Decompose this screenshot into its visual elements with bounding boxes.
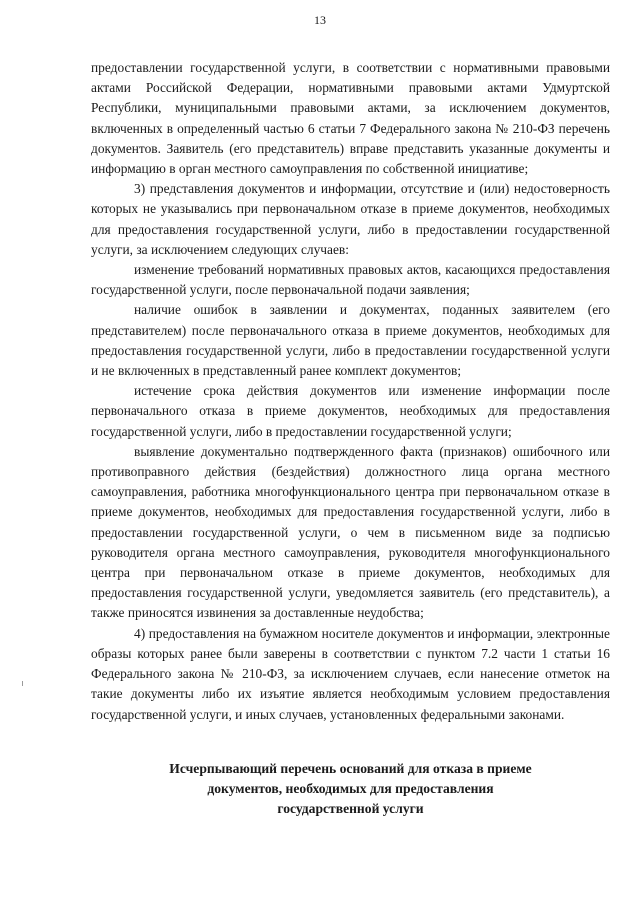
section-heading <box>91 759 610 819</box>
margin-mark <box>22 681 23 686</box>
paragraph-expiry-of-documents: истечение срока действия документов или изменение информации после первоначального отказа в приеме документов, необходимых для предоставления государственной услуги, либо в предоставлении государственной услуги; <box>91 383 610 439</box>
paragraph-item-4: 4) предоставления на бумажном носителе документов и информации, электронные образы которых ранее были заверены в соответствии с пунктом 7.2 части 1 статьи 16 Федерального закона № 210-ФЗ, за исключением случаев, если нанесение отметок на такие документы либо их изъятие является необходимым условием предоставления государственной услуги, и иных случаев, установленных федеральными законами. <box>91 625 610 722</box>
document-body <box>91 58 610 725</box>
paragraph-continuation: предоставлении государственной услуги, в соответствии с нормативными правовыми актами Российской Федерации, нормативными правовыми актами Удмуртской Республики, муниципальными правовыми актами, за исключением документов, включенных в определенный частью 6 статьи 7 Федерального закона № 210-ФЗ перечень документов. Заявитель (его представитель) вправе представить указанные документы и информацию в орган местного самоуправления по собственной инициативе; <box>91 60 610 177</box>
page-number: 13 <box>314 13 326 27</box>
paragraph-errors-in-application: наличие ошибок в заявлении и документах, поданных заявителем (его представителем) после первоначального отказа в приеме документов, необходимых для предоставления государственной услуги, либо в предоставлении государственной услуги и не включенных в представленный ранее комплект документов; <box>91 302 610 379</box>
paragraph-erroneous-action: выявление документально подтвержденного факта (признаков) ошибочного или противоправного действия (бездействия) должностного лица органа местного самоуправления, работника многофункционального центра при первоначальном отказе в приеме документов, необходимых для предоставления государственной услуги, либо в предоставлении государственной услуги, о чем в письменном виде за подписью руководителя органа местного самоуправления, руководителя многофункционального центра при первоначальном отказе в приеме документов, необходимых для предоставления государственной услуги, уведомляется заявитель (его представитель), а также приносятся извинения за доставленные неудобства; <box>91 443 610 621</box>
heading-line-1: Исчерпывающий перечень оснований для отказа в приеме <box>169 761 532 776</box>
paragraph-requirements-change: изменение требований нормативных правовых актов, касающихся предоставления государственной услуги, после первоначальной подачи заявления; <box>91 262 610 298</box>
heading-line-2: документов, необходимых для предоставления <box>207 781 494 796</box>
paragraph-item-3: 3) представления документов и информации, отсутствие и (или) недостоверность которых не указывались при первоначальном отказе в приеме документов, необходимых для предоставления государственной услуги, либо в предоставлении государственной услуги, за исключением следующих случаев: <box>91 181 610 257</box>
heading-line-3: государственной услуги <box>277 801 424 816</box>
